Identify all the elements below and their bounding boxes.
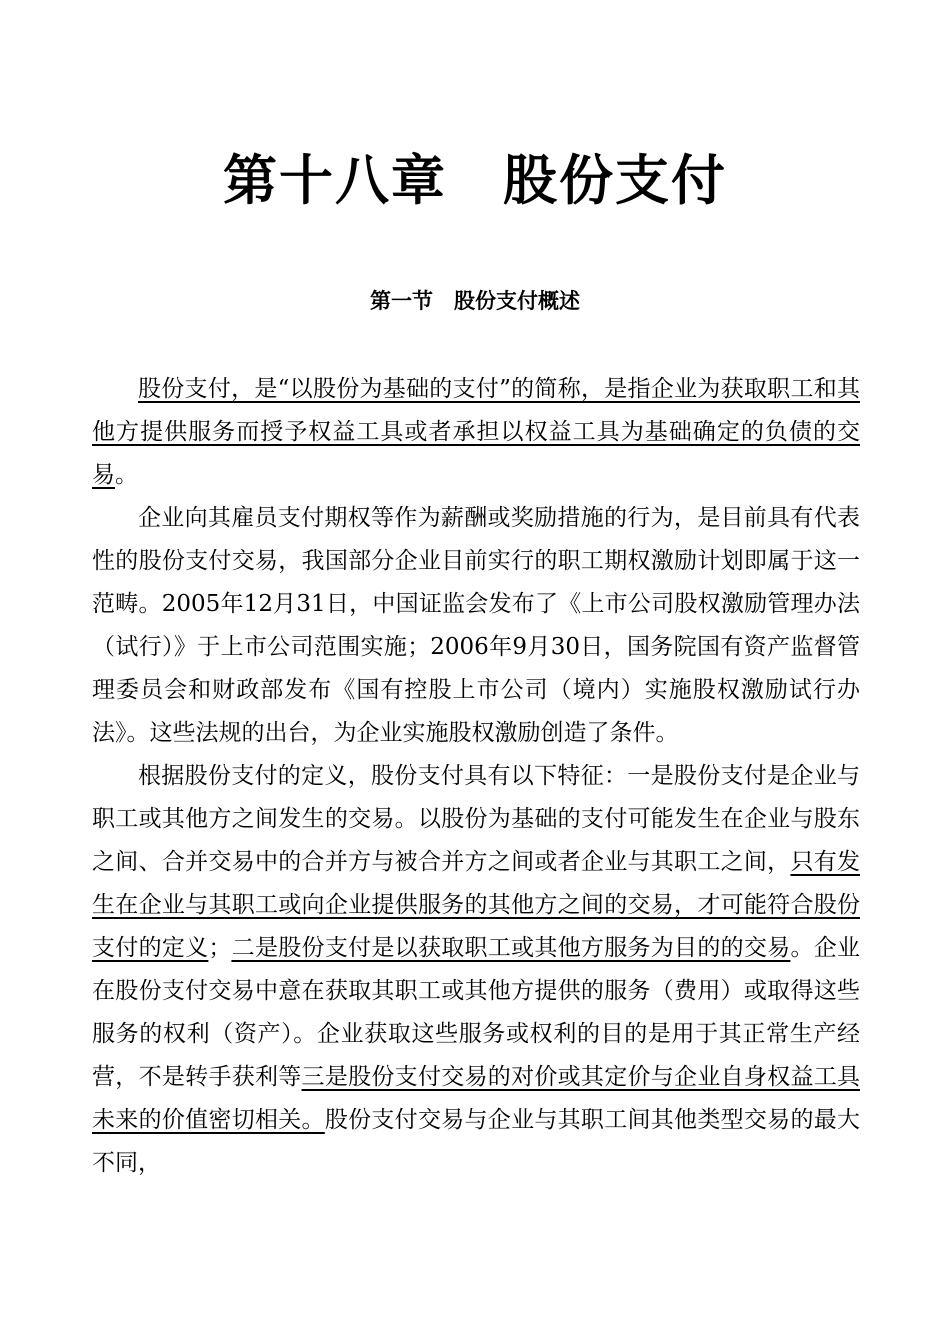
definition-tail: 。: [115, 462, 138, 488]
body-text: [92, 368, 860, 1185]
definition-underlined-text: 股份支付，是“以股份为基础的支付”的简称，是指企业为获取职工和其他方提供服务而授予权益工具或者承担以权益工具为基础确定的负债的交易: [92, 376, 860, 488]
characteristic-three-underlined: 三是股份支付交易的对价或其定价与企业自身权益工具未来的价值密切相关。: [92, 1064, 860, 1133]
characteristics-continuation: 股份支付交易与企业与其职工间其他类型交易的最大不同，: [92, 1107, 860, 1176]
paragraph-characteristics: [92, 755, 860, 1185]
characteristics-explanation: 。企业在股份支付交易中意在获取其职工或其他方提供的服务（费用）或取得这些服务的权利（资产）。企业获取这些服务或权利的目的是用于其正常生产经营，不是转手获利等: [92, 935, 860, 1090]
characteristic-two-underlined: 二是股份支付是以获取职工或其他方服务为目的的交易: [231, 935, 791, 961]
characteristic-one-underlined: 只有发生在企业与其职工或向企业提供服务的其他方之间的交易，才可能符合股份支付的定义: [92, 849, 860, 961]
characteristics-intro: 根据股份支付的定义，股份支付具有以下特征：一是股份支付是企业与职工或其他方之间发生的交易。以股份为基础的支付可能发生在企业与股东之间、合并交易中的合并方与被合并方之间或者企业与其职工之间，: [92, 763, 860, 875]
paragraph-definition: [92, 368, 860, 497]
characteristics-separator: ；: [208, 935, 232, 961]
section-title: 第一节 股份支付概述: [370, 289, 580, 313]
chapter-title: 第十八章 股份支付: [223, 149, 727, 212]
paragraph-background: 企业向其雇员支付期权等作为薪酬或奖励措施的行为，是目前具有代表性的股份支付交易，我国部分企业目前实行的职工期权激励计划即属于这一范畴。2005年12月31日，中国证监会发布了《上市公司股权激励管理办法（试行）》于上市公司范围实施；2006年9月30日，国务院国有资产监督管理委员会和财政部发布《国有控股上市公司（境内）实施股权激励试行办法》。这些法规的出台，为企业实施股权激励创造了条件。: [92, 505, 860, 746]
